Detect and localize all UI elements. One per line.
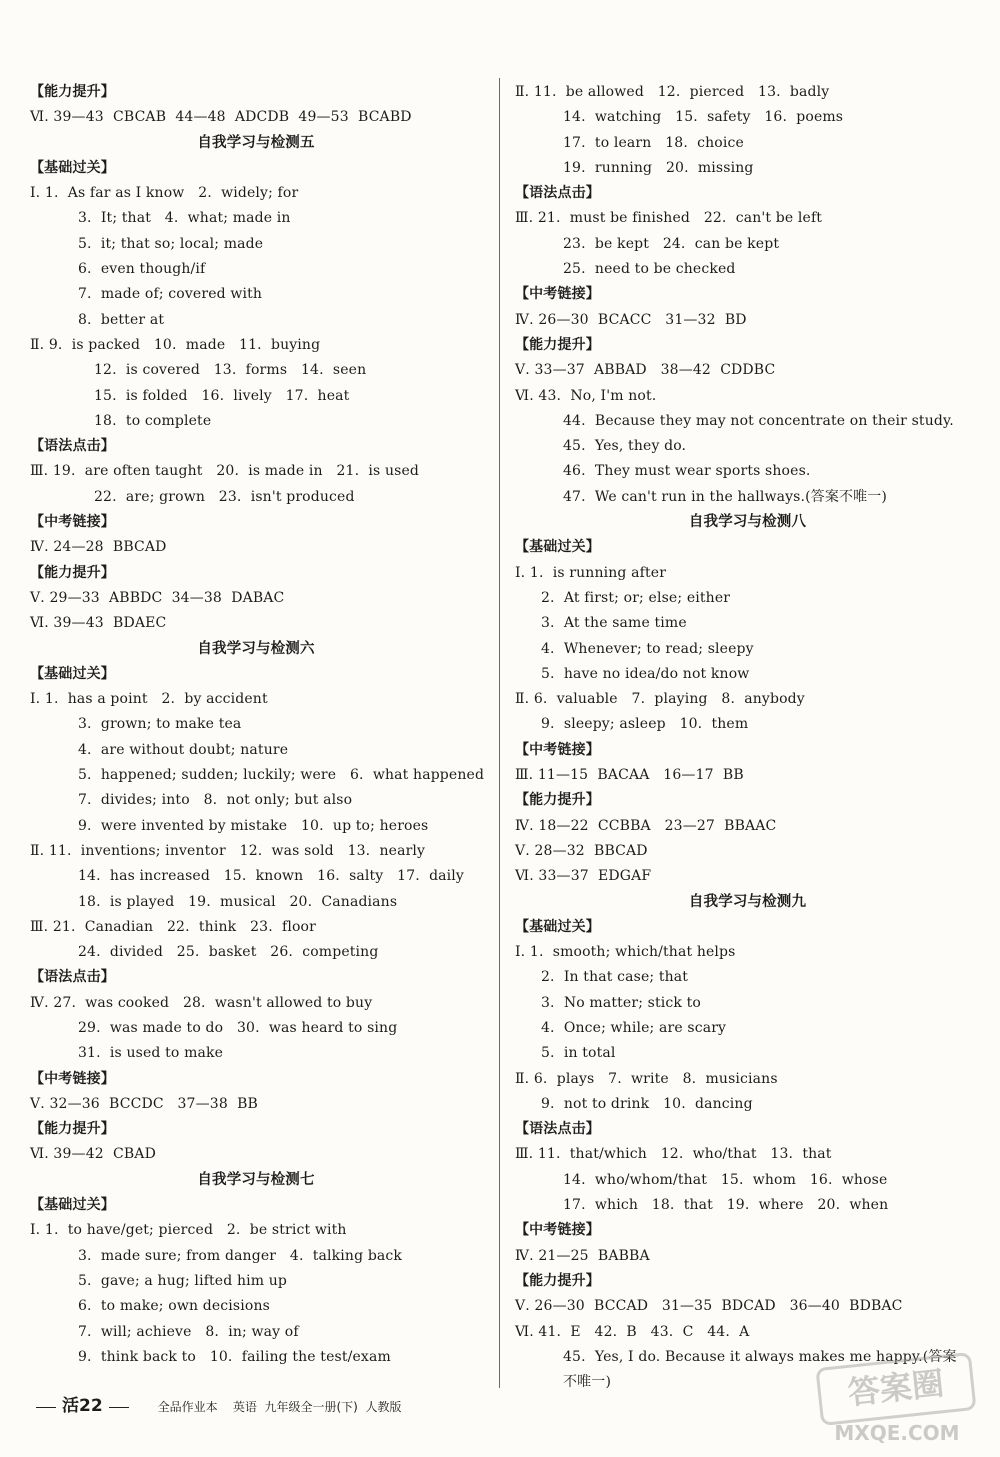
answer-line: 45. Yes, I do. Because it always makes me happy.(答案 (563, 1348, 957, 1365)
answer-line: 12. is covered 13. forms 14. seen (94, 362, 367, 379)
section-label: 【中考链接】 (515, 1222, 600, 1239)
section-label: 【能力提升】 (30, 1121, 115, 1138)
answer-line: 14. who/whom/that 15. whom 16. whose (563, 1171, 888, 1188)
answer-line: 17. which 18. that 19. where 20. when (563, 1197, 889, 1214)
answer-line: 22. are; grown 23. isn't produced (94, 488, 355, 505)
section-label: 【基础过关】 (515, 918, 600, 935)
section-label: 【基础过关】 (515, 539, 600, 556)
section-label: 【中考链接】 (30, 1070, 115, 1087)
section-label: 【基础过关】 (30, 1197, 115, 1214)
answer-line: 3. No matter; stick to (541, 994, 701, 1011)
page-footer (30, 1395, 402, 1417)
answer-line: 29. was made to do 30. was heard to sing (78, 1019, 398, 1036)
answer-line: 不唯一) (563, 1374, 612, 1391)
answer-column-right (515, 80, 980, 1395)
answer-line: Ⅴ. 29—33 ABBDC 34—38 DABAC (30, 589, 285, 606)
answer-line: 3. grown; to make tea (78, 716, 242, 733)
footer-dash-left (36, 1407, 56, 1408)
answer-line: 5. happened; sudden; luckily; were 6. what happened (78, 767, 485, 784)
answer-line: Ⅵ. 39—43 BDAEC (30, 615, 167, 632)
answer-line: 25. need to be checked (563, 261, 736, 278)
answer-line: 9. were invented by mistake 10. up to; heroes (78, 817, 429, 834)
section-label: 【语法点击】 (30, 438, 115, 455)
section-label: 【中考链接】 (515, 741, 600, 758)
section-label: 【基础过关】 (30, 665, 115, 682)
answer-line: Ⅱ. 6. valuable 7. playing 8. anybody (515, 691, 805, 708)
section-label: 【能力提升】 (30, 564, 115, 581)
answer-line: Ⅵ. 39—42 CBAD (30, 1146, 156, 1163)
unit-heading: 自我学习与检测六 (197, 640, 315, 657)
unit-heading: 自我学习与检测八 (688, 514, 807, 531)
answer-line: Ⅲ. 19. are often taught 20. is made in 21. is used (30, 463, 419, 480)
answer-line: Ⅱ. 6. plays 7. write 8. musicians (515, 1070, 778, 1087)
answer-line: Ⅰ. 1. to have/get; pierced 2. be strict with (30, 1222, 347, 1239)
footer-edition: 人教版 (365, 1400, 402, 1414)
answer-line: 31. is used to make (78, 1045, 224, 1062)
section-label: 【能力提升】 (515, 336, 600, 353)
answer-line: 4. Once; while; are scary (541, 1019, 727, 1036)
answer-line: 5. it; that so; local; made (78, 235, 264, 252)
answer-line: 18. to complete (94, 412, 212, 429)
section-label: 【能力提升】 (30, 84, 115, 100)
answer-line: Ⅵ. 41. E 42. B 43. C 44. A (515, 1323, 750, 1340)
section-label: 【语法点击】 (515, 1121, 600, 1138)
answer-line: 7. divides; into 8. not only; but also (78, 792, 353, 809)
answer-line: Ⅵ. 39—43 CBCAB 44—48 ADCDB 49—53 BCABD (30, 109, 412, 126)
column-divider (499, 78, 500, 1388)
answer-line: Ⅳ. 21—25 BABBA (515, 1247, 650, 1264)
answer-line: Ⅴ. 26—30 BCCAD 31—35 BDCAD 36—40 BDBAC (515, 1298, 903, 1315)
answer-line: Ⅰ. 1. As far as I know 2. widely; for (30, 185, 299, 202)
answer-line: 4. Whenever; to read; sleepy (541, 640, 754, 657)
footer-grade: 九年级全一册(下) (264, 1400, 358, 1414)
answer-line: 46. They must wear sports shoes. (563, 463, 811, 480)
section-label: 【基础过关】 (30, 159, 115, 176)
answer-line: 9. not to drink 10. dancing (541, 1095, 753, 1112)
answer-line: Ⅰ. 1. is running after (515, 564, 667, 581)
answer-line: 47. We can't run in the hallways.(答案不唯一) (563, 488, 888, 505)
answer-line: Ⅲ. 11—15 BACAA 16—17 BB (515, 767, 744, 784)
answer-line: 17. to learn 18. choice (563, 134, 744, 151)
unit-heading: 自我学习与检测九 (688, 893, 807, 910)
section-label: 【能力提升】 (515, 1272, 600, 1289)
answer-line: 15. is folded 16. lively 17. heat (94, 387, 350, 404)
section-label: 【能力提升】 (515, 792, 600, 809)
watermark-stamp: 答案圈 (815, 1352, 976, 1426)
answer-line: Ⅲ. 11. that/which 12. who/that 13. that (515, 1146, 832, 1163)
section-label: 【中考链接】 (515, 286, 600, 303)
answer-line: Ⅲ. 21. must be finished 22. can't be left (515, 210, 823, 227)
section-label: 【语法点击】 (515, 185, 600, 202)
answer-line: Ⅱ. 11. be allowed 12. pierced 13. badly (515, 84, 830, 100)
answer-line: Ⅰ. 1. has a point 2. by accident (30, 691, 268, 708)
answer-column-left (30, 80, 485, 1370)
section-label: 【中考链接】 (30, 514, 115, 531)
answer-line: Ⅲ. 21. Canadian 22. think 23. floor (30, 918, 316, 935)
answer-line: 24. divided 25. basket 26. competing (78, 944, 379, 961)
answer-line: 8. better at (78, 311, 165, 328)
footer-dash-right (109, 1407, 129, 1408)
answer-line: Ⅱ. 11. inventions; inventor 12. was sold 13. nearly (30, 842, 426, 859)
answer-line: 2. In that case; that (541, 969, 689, 986)
answer-line: Ⅱ. 9. is packed 10. made 11. buying (30, 336, 321, 353)
answer-line: 18. is played 19. musical 20. Canadians (78, 893, 398, 910)
answer-line: Ⅳ. 26—30 BCACC 31—32 BD (515, 311, 747, 328)
answer-line: 5. gave; a hug; lifted him up (78, 1272, 288, 1289)
answer-line: Ⅴ. 28—32 BBCAD (515, 842, 648, 859)
answer-line: Ⅰ. 1. smooth; which/that helps (515, 944, 736, 961)
answer-line: 4. are without doubt; nature (78, 741, 289, 758)
answer-line: 9. sleepy; asleep 10. them (541, 716, 749, 733)
answer-line: 7. will; achieve 8. in; way of (78, 1323, 299, 1340)
answer-line: 9. think back to 10. failing the test/exam (78, 1348, 391, 1365)
footer-book-title: 全品作业本 (157, 1400, 218, 1414)
answer-line: Ⅳ. 24—28 BBCAD (30, 539, 167, 556)
answer-line: 5. in total (541, 1045, 616, 1062)
answer-line: 14. has increased 15. known 16. salty 17. daily (78, 868, 464, 885)
answer-line: 6. to make; own decisions (78, 1298, 270, 1315)
answer-line: 3. At the same time (541, 615, 687, 632)
answer-line: 44. Because they may not concentrate on their study. (563, 412, 954, 429)
answer-line: Ⅴ. 32—36 BCCDC 37—38 BB (30, 1095, 258, 1112)
answer-line: Ⅵ. 33—37 EDGAF (515, 868, 652, 885)
answer-line: 3. It; that 4. what; made in (78, 210, 291, 227)
page-number: 活22 (62, 1396, 103, 1416)
answer-line: 19. running 20. missing (563, 159, 754, 176)
answer-line: 7. made of; covered with (78, 286, 263, 303)
answer-line: Ⅵ. 43. No, I'm not. (515, 387, 657, 404)
answer-line: 3. made sure; from danger 4. talking back (78, 1247, 403, 1264)
unit-heading: 自我学习与检测七 (197, 1171, 315, 1188)
answer-line: 2. At first; or; else; either (541, 589, 731, 606)
footer-subject: 英语 (232, 1400, 257, 1414)
section-label: 【语法点击】 (30, 969, 115, 986)
unit-heading: 自我学习与检测五 (197, 134, 315, 151)
answer-line: 14. watching 15. safety 16. poems (563, 109, 844, 126)
answer-line: 23. be kept 24. can be kept (563, 235, 780, 252)
answer-line: 45. Yes, they do. (563, 438, 687, 455)
answer-line: Ⅳ. 27. was cooked 28. wasn't allowed to buy (30, 994, 373, 1011)
answer-line: Ⅴ. 33—37 ABBAD 38—42 CDDBC (515, 362, 776, 379)
watermark-url: MXQE.COM (834, 1421, 960, 1445)
watermark-logo (812, 1360, 982, 1445)
answer-line: Ⅳ. 18—22 CCBBA 23—27 BBAAC (515, 817, 777, 834)
answer-line: 5. have no idea/do not know (541, 665, 750, 682)
answer-line: 6. even though/if (78, 261, 206, 278)
